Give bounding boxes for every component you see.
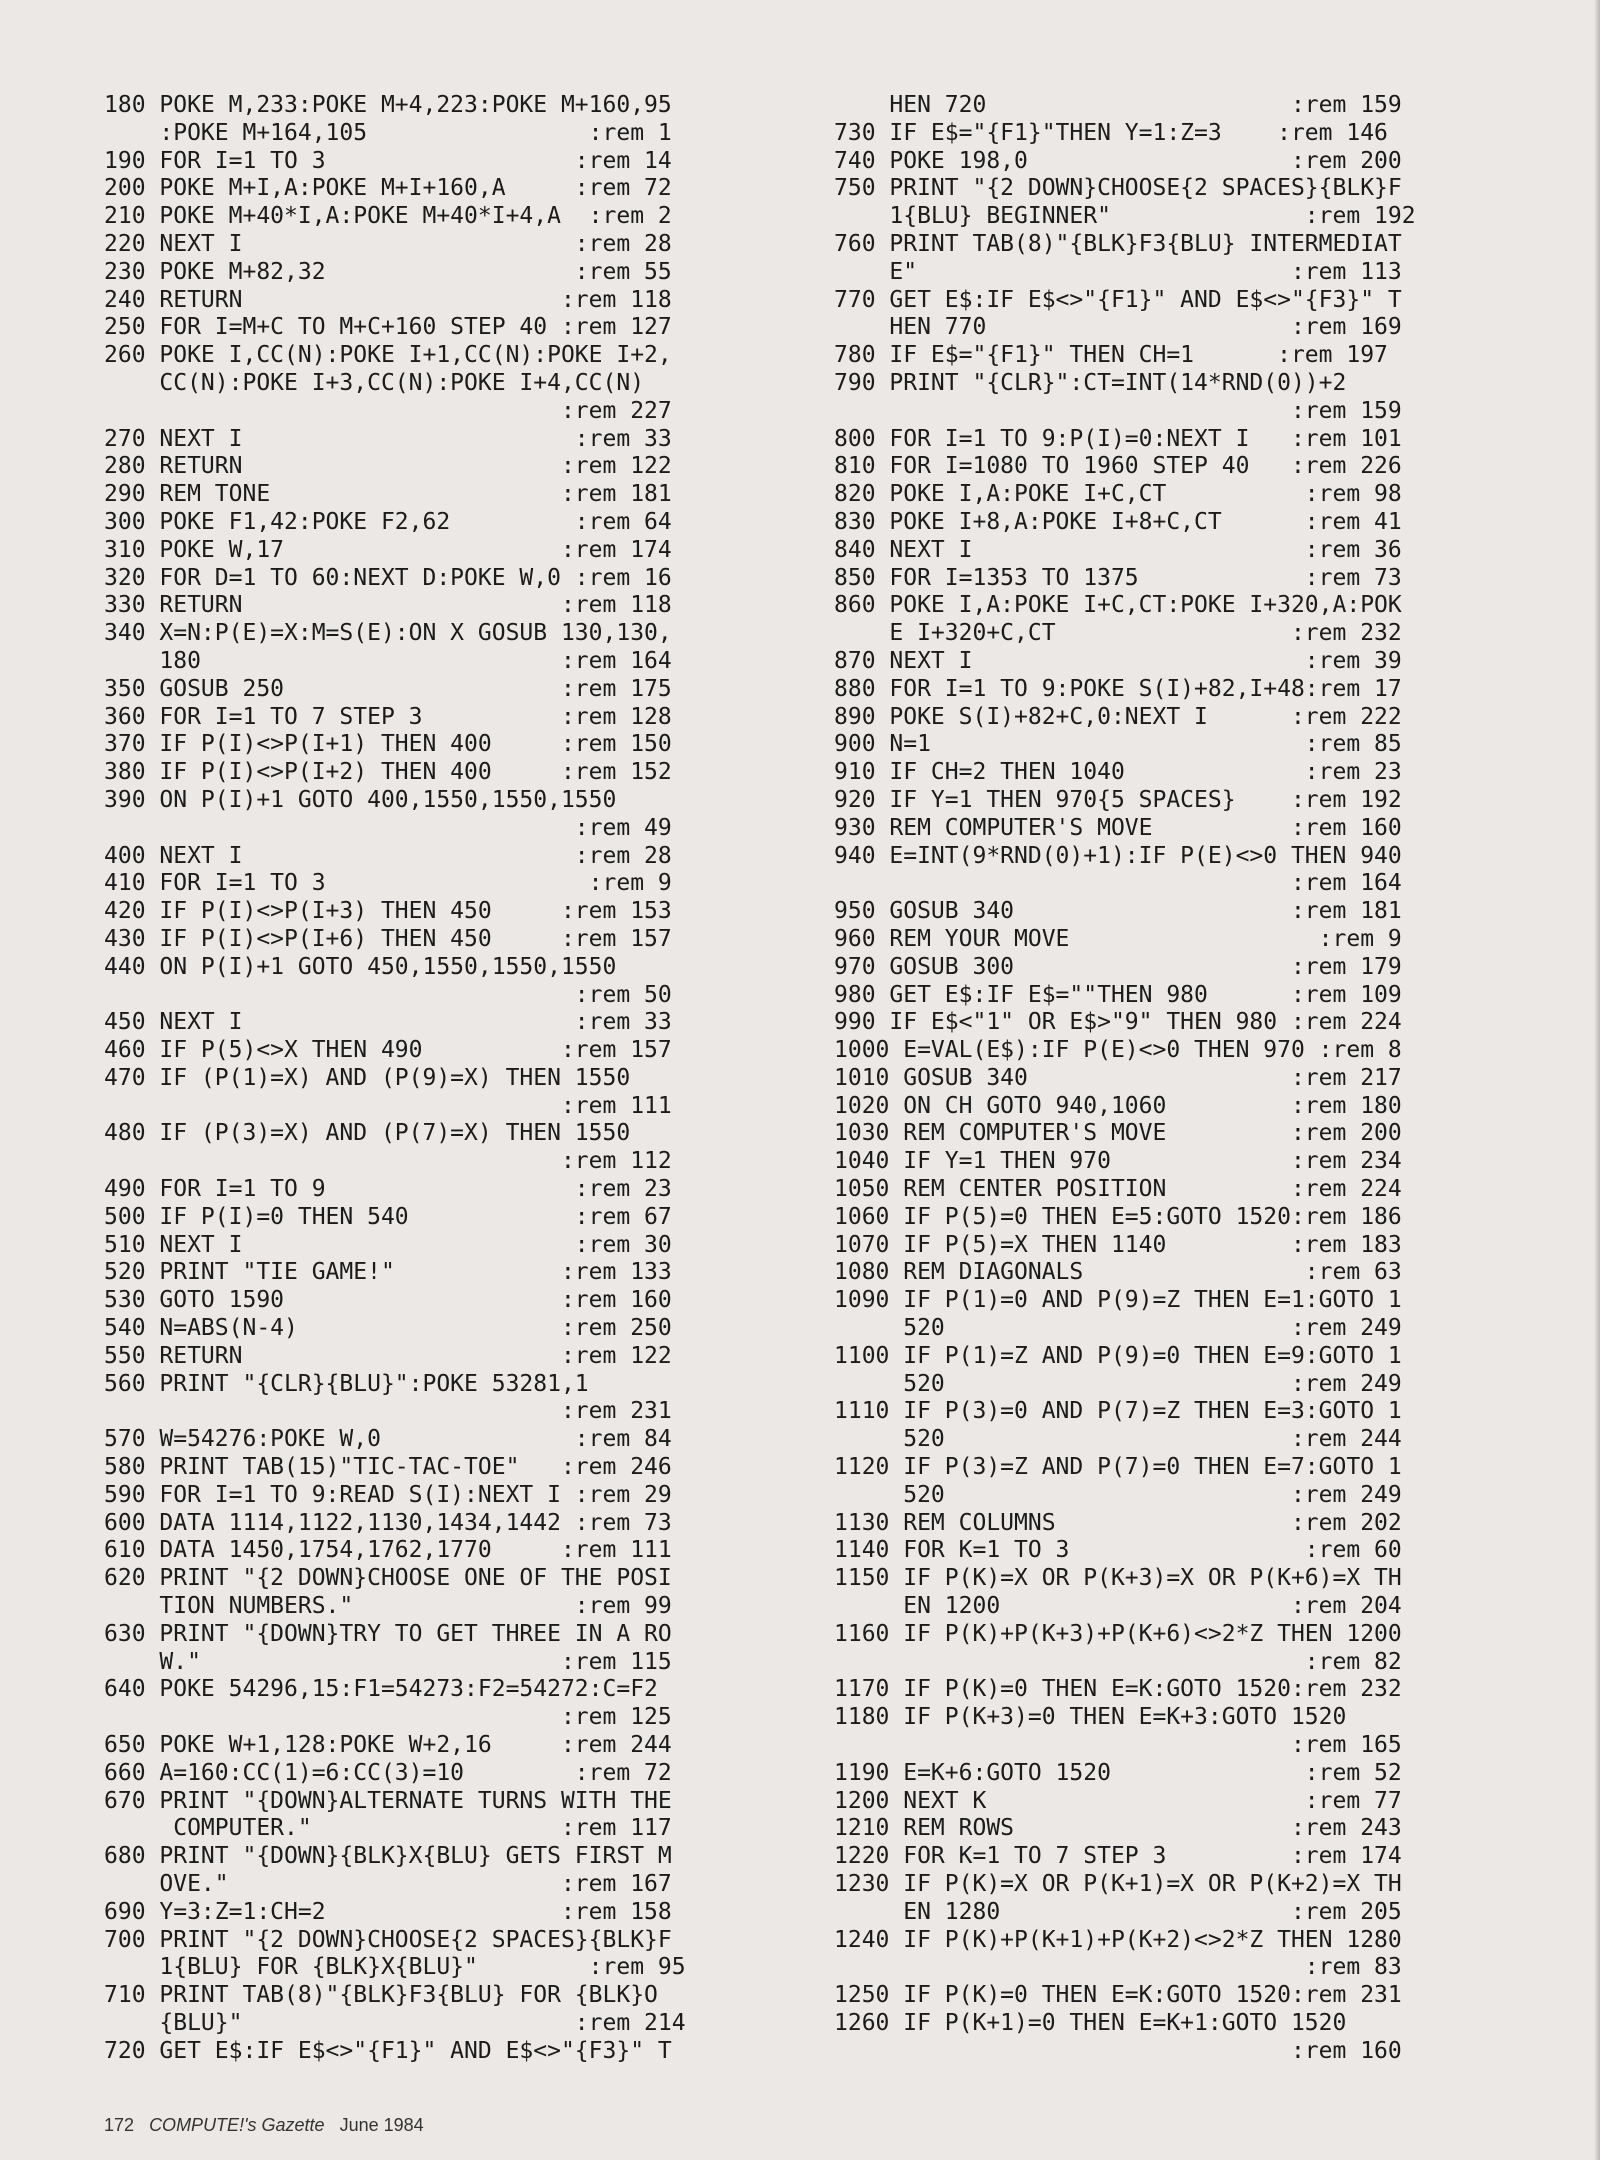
code-line: 1{BLU} FOR {BLK}X{BLU}" :rem 95 (104, 1954, 686, 1981)
code-line: 810 FOR I=1080 TO 1960 STEP 40 :rem 226 (834, 453, 1402, 480)
code-line: 1040 IF Y=1 THEN 970 :rem 234 (834, 1148, 1402, 1175)
code-line: 500 IF P(I)=0 THEN 540 :rem 67 (104, 1203, 672, 1230)
code-line: :rem 83 (834, 1954, 1402, 1981)
code-line: 670 PRINT "{DOWN}ALTERNATE TURNS WITH THE (104, 1787, 672, 1814)
code-line: 600 DATA 1114,1122,1130,1434,1442 :rem 73 (104, 1509, 672, 1536)
code-line: 360 FOR I=1 TO 7 STEP 3 :rem 128 (104, 703, 672, 730)
code-line: 290 REM TONE :rem 181 (104, 481, 672, 508)
code-line: EN 1280 :rem 205 (834, 1898, 1402, 1925)
code-line: 770 GET E$:IF E$<>"{F1}" AND E$<>"{F3}" T (834, 286, 1402, 313)
code-line: 350 GOSUB 250 :rem 175 (104, 675, 672, 702)
code-line: 310 POKE W,17 :rem 174 (104, 536, 672, 563)
code-line: 260 POKE I,CC(N):POKE I+1,CC(N):POKE I+2, (104, 342, 672, 369)
code-line: 970 GOSUB 300 :rem 179 (834, 953, 1402, 980)
code-line: 1150 IF P(K)=X OR P(K+3)=X OR P(K+6)=X TH (834, 1565, 1402, 1592)
code-line: :rem 160 (834, 2037, 1402, 2064)
code-line: OVE." :rem 167 (104, 1871, 672, 1897)
code-line: 780 IF E$="{F1}" THEN CH=1 :rem 197 (834, 342, 1388, 369)
code-line: 630 PRINT "{DOWN}TRY TO GET THREE IN A RO (104, 1620, 672, 1647)
code-line: 990 IF E$<"1" OR E$>"9" THEN 980 :rem 224 (834, 1009, 1402, 1036)
code-line: :rem 165 (834, 1732, 1402, 1759)
code-line: 560 PRINT "{CLR}{BLU}":POKE 53281,1 (104, 1370, 589, 1397)
code-line: 1240 IF P(K)+P(K+1)+P(K+2)<>2*Z THEN 1280 (834, 1926, 1402, 1953)
code-line: 1190 E=K+6:GOTO 1520 :rem 52 (834, 1759, 1402, 1786)
code-line: 620 PRINT "{2 DOWN}CHOOSE ONE OF THE POSI (104, 1565, 672, 1592)
code-line: 520 PRINT "TIE GAME!" :rem 133 (104, 1259, 672, 1286)
code-line: :rem 164 (834, 870, 1402, 897)
code-line: EN 1200 :rem 204 (834, 1593, 1402, 1620)
code-line: 730 IF E$="{F1}"THEN Y=1:Z=3 :rem 146 (834, 119, 1388, 146)
code-line: 1110 IF P(3)=0 AND P(7)=Z THEN E=3:GOTO 1 (834, 1398, 1402, 1425)
code-line: E I+320+C,CT :rem 232 (834, 620, 1402, 647)
code-line: :rem 50 (104, 981, 672, 1008)
code-line: 190 FOR I=1 TO 3 :rem 14 (104, 147, 672, 174)
page-edge (1594, 0, 1600, 2160)
code-line: COMPUTER." :rem 117 (104, 1815, 672, 1842)
code-line: 950 GOSUB 340 :rem 181 (834, 898, 1402, 925)
code-line: 380 IF P(I)<>P(I+2) THEN 400 :rem 152 (104, 759, 672, 786)
code-line: 180 POKE M,233:POKE M+4,223:POKE M+160,95 (104, 92, 672, 118)
code-line: 710 PRINT TAB(8)"{BLK}F3{BLU} FOR {BLK}O (104, 1982, 658, 2009)
code-line: 370 IF P(I)<>P(I+1) THEN 400 :rem 150 (104, 731, 672, 758)
code-line: 1090 IF P(1)=0 AND P(9)=Z THEN E=1:GOTO 1 (834, 1287, 1402, 1314)
code-line: 280 RETURN :rem 122 (104, 453, 672, 480)
code-line: 490 FOR I=1 TO 9 :rem 23 (104, 1176, 672, 1203)
code-line: 320 FOR D=1 TO 60:NEXT D:POKE W,0 :rem 16 (104, 564, 672, 591)
code-line: 270 NEXT I :rem 33 (104, 425, 672, 452)
code-line: 230 POKE M+82,32 :rem 55 (104, 258, 672, 285)
code-line: 830 POKE I+8,A:POKE I+8+C,CT :rem 41 (834, 508, 1402, 535)
code-line: 1220 FOR K=1 TO 7 STEP 3 :rem 174 (834, 1843, 1402, 1870)
code-line: 250 FOR I=M+C TO M+C+160 STEP 40 :rem 127 (104, 314, 672, 341)
code-line: 700 PRINT "{2 DOWN}CHOOSE{2 SPACES}{BLK}F (104, 1926, 672, 1953)
code-line: 680 PRINT "{DOWN}{BLK}X{BLU} GETS FIRST M (104, 1843, 672, 1870)
code-line: 1200 NEXT K :rem 77 (834, 1787, 1402, 1814)
code-line: CC(N):POKE I+3,CC(N):POKE I+4,CC(N) (104, 369, 645, 396)
code-line: 1{BLU} BEGINNER" :rem 192 (834, 203, 1416, 230)
code-line: 570 W=54276:POKE W,0 :rem 84 (104, 1426, 672, 1453)
code-line: 1160 IF P(K)+P(K+3)+P(K+6)<>2*Z THEN 1200 (834, 1620, 1402, 1647)
code-line: 800 FOR I=1 TO 9:P(I)=0:NEXT I :rem 101 (834, 425, 1402, 452)
code-line: 510 NEXT I :rem 30 (104, 1231, 672, 1258)
code-line: 480 IF (P(3)=X) AND (P(7)=X) THEN 1550 (104, 1120, 631, 1147)
code-line: 470 IF (P(1)=X) AND (P(9)=X) THEN 1550 (104, 1064, 631, 1091)
code-line: 790 PRINT "{CLR}":CT=INT(14*RND(0))+2 (834, 369, 1347, 396)
code-line: 1030 REM COMPUTER'S MOVE :rem 200 (834, 1120, 1402, 1147)
code-line: 720 GET E$:IF E$<>"{F1}" AND E$<>"{F3}" T (104, 2037, 672, 2064)
code-line: 1010 GOSUB 340 :rem 217 (834, 1064, 1402, 1091)
code-line: 1000 E=VAL(E$):IF P(E)<>0 THEN 970 :rem 8 (834, 1037, 1402, 1064)
code-line: 860 POKE I,A:POKE I+C,CT:POKE I+320,A:POK (834, 592, 1402, 619)
code-line: :rem 231 (104, 1398, 672, 1425)
code-line: 1250 IF P(K)=0 THEN E=K:GOTO 1520:rem 231 (834, 1982, 1402, 2009)
code-line: 1210 REM ROWS :rem 243 (834, 1815, 1402, 1842)
code-line: 980 GET E$:IF E$=""THEN 980 :rem 109 (834, 981, 1402, 1008)
listing-column-left (104, 92, 804, 2066)
code-line: 880 FOR I=1 TO 9:POKE S(I)+82,I+48:rem 17 (834, 675, 1402, 702)
code-line: 1070 IF P(5)=X THEN 1140 :rem 183 (834, 1231, 1402, 1258)
issue-date: June 1984 (339, 2115, 424, 2135)
code-line: 690 Y=3:Z=1:CH=2 :rem 158 (104, 1898, 672, 1925)
code-line: 300 POKE F1,42:POKE F2,62 :rem 64 (104, 508, 672, 535)
listing-column-right (834, 92, 1534, 2066)
code-line: 890 POKE S(I)+82+C,0:NEXT I :rem 222 (834, 703, 1402, 730)
code-line: 400 NEXT I :rem 28 (104, 842, 672, 869)
code-line: 410 FOR I=1 TO 3 :rem 9 (104, 870, 672, 897)
page-footer (104, 2115, 424, 2136)
code-line: :POKE M+164,105 :rem 1 (104, 119, 672, 146)
code-line: 1170 IF P(K)=0 THEN E=K:GOTO 1520:rem 232 (834, 1676, 1402, 1703)
code-line: :rem 112 (104, 1148, 672, 1175)
code-line: 1120 IF P(3)=Z AND P(7)=0 THEN E=7:GOTO 1 (834, 1454, 1402, 1481)
code-line: 1140 FOR K=1 TO 3 :rem 60 (834, 1537, 1402, 1564)
code-line: 610 DATA 1450,1754,1762,1770 :rem 111 (104, 1537, 672, 1564)
code-line: 340 X=N:P(E)=X:M=S(E):ON X GOSUB 130,130, (104, 620, 672, 647)
code-line: 390 ON P(I)+1 GOTO 400,1550,1550,1550 (104, 786, 617, 813)
code-line: {BLU}" :rem 214 (104, 2009, 686, 2036)
code-line: 920 IF Y=1 THEN 970{5 SPACES} :rem 192 (834, 786, 1402, 813)
code-line: 1180 IF P(K+3)=0 THEN E=K+3:GOTO 1520 (834, 1704, 1347, 1731)
code-line: :rem 159 (834, 397, 1402, 424)
page-number: 172 (104, 2115, 135, 2135)
code-line: 740 POKE 198,0 :rem 200 (834, 147, 1402, 174)
code-line: :rem 49 (104, 814, 672, 841)
code-line: W." :rem 115 (104, 1648, 672, 1675)
code-line: 520 :rem 249 (834, 1370, 1402, 1397)
code-line: 220 NEXT I :rem 28 (104, 230, 672, 257)
code-line: 590 FOR I=1 TO 9:READ S(I):NEXT I :rem 29 (104, 1481, 672, 1508)
code-line: 520 :rem 249 (834, 1315, 1402, 1342)
code-line: 660 A=160:CC(1)=6:CC(3)=10 :rem 72 (104, 1759, 672, 1786)
code-line: 1020 ON CH GOTO 940,1060 :rem 180 (834, 1092, 1402, 1119)
code-line: HEN 720 :rem 159 (834, 92, 1402, 118)
code-line: 450 NEXT I :rem 33 (104, 1009, 672, 1036)
code-line: 520 :rem 249 (834, 1481, 1402, 1508)
code-line: 540 N=ABS(N-4) :rem 250 (104, 1315, 672, 1342)
code-line: 1130 REM COLUMNS :rem 202 (834, 1509, 1402, 1536)
code-line: 1230 IF P(K)=X OR P(K+1)=X OR P(K+2)=X TH (834, 1871, 1402, 1897)
code-line: :rem 82 (834, 1648, 1402, 1675)
code-line: HEN 770 :rem 169 (834, 314, 1402, 341)
code-line: 420 IF P(I)<>P(I+3) THEN 450 :rem 153 (104, 898, 672, 925)
code-line: 430 IF P(I)<>P(I+6) THEN 450 :rem 157 (104, 925, 672, 952)
code-line: 930 REM COMPUTER'S MOVE :rem 160 (834, 814, 1402, 841)
code-line: 1080 REM DIAGONALS :rem 63 (834, 1259, 1402, 1286)
code-line: 550 RETURN :rem 122 (104, 1342, 672, 1369)
code-line: 940 E=INT(9*RND(0)+1):IF P(E)<>0 THEN 940 (834, 842, 1402, 869)
code-line: 530 GOTO 1590 :rem 160 (104, 1287, 672, 1314)
code-line: 760 PRINT TAB(8)"{BLK}F3{BLU} INTERMEDIAT (834, 230, 1402, 257)
code-line: 960 REM YOUR MOVE :rem 9 (834, 925, 1402, 952)
code-line: 820 POKE I,A:POKE I+C,CT :rem 98 (834, 481, 1402, 508)
code-line: E" :rem 113 (834, 258, 1402, 285)
code-line: 870 NEXT I :rem 39 (834, 647, 1402, 674)
code-line: 1060 IF P(5)=0 THEN E=5:GOTO 1520:rem 186 (834, 1203, 1402, 1230)
code-line: 750 PRINT "{2 DOWN}CHOOSE{2 SPACES}{BLK}F (834, 175, 1402, 202)
code-line: :rem 227 (104, 397, 672, 424)
code-line: 640 POKE 54296,15:F1=54273:F2=54272:C=F2 (104, 1676, 658, 1703)
code-line: 330 RETURN :rem 118 (104, 592, 672, 619)
code-line: 1050 REM CENTER POSITION :rem 224 (834, 1176, 1402, 1203)
code-line: 460 IF P(5)<>X THEN 490 :rem 157 (104, 1037, 672, 1064)
code-line: 910 IF CH=2 THEN 1040 :rem 23 (834, 759, 1402, 786)
code-line: 900 N=1 :rem 85 (834, 731, 1402, 758)
code-line: 580 PRINT TAB(15)"TIC-TAC-TOE" :rem 246 (104, 1454, 672, 1481)
code-line: 240 RETURN :rem 118 (104, 286, 672, 313)
code-line: TION NUMBERS." :rem 99 (104, 1593, 672, 1620)
code-line: 440 ON P(I)+1 GOTO 450,1550,1550,1550 (104, 953, 617, 980)
magazine-title: COMPUTE!'s Gazette (149, 2115, 325, 2135)
code-line: 210 POKE M+40*I,A:POKE M+40*I+4,A :rem 2 (104, 203, 672, 230)
code-line: :rem 111 (104, 1092, 672, 1119)
code-line: 840 NEXT I :rem 36 (834, 536, 1402, 563)
code-line: 180 :rem 164 (104, 647, 672, 674)
code-line: 1100 IF P(1)=Z AND P(9)=0 THEN E=9:GOTO 1 (834, 1342, 1402, 1369)
code-line: 520 :rem 244 (834, 1426, 1402, 1453)
code-line: 1260 IF P(K+1)=0 THEN E=K+1:GOTO 1520 (834, 2009, 1347, 2036)
code-line: 200 POKE M+I,A:POKE M+I+160,A :rem 72 (104, 175, 672, 202)
code-line: :rem 125 (104, 1704, 672, 1731)
code-line: 650 POKE W+1,128:POKE W+2,16 :rem 244 (104, 1732, 672, 1759)
code-line: 850 FOR I=1353 TO 1375 :rem 73 (834, 564, 1402, 591)
